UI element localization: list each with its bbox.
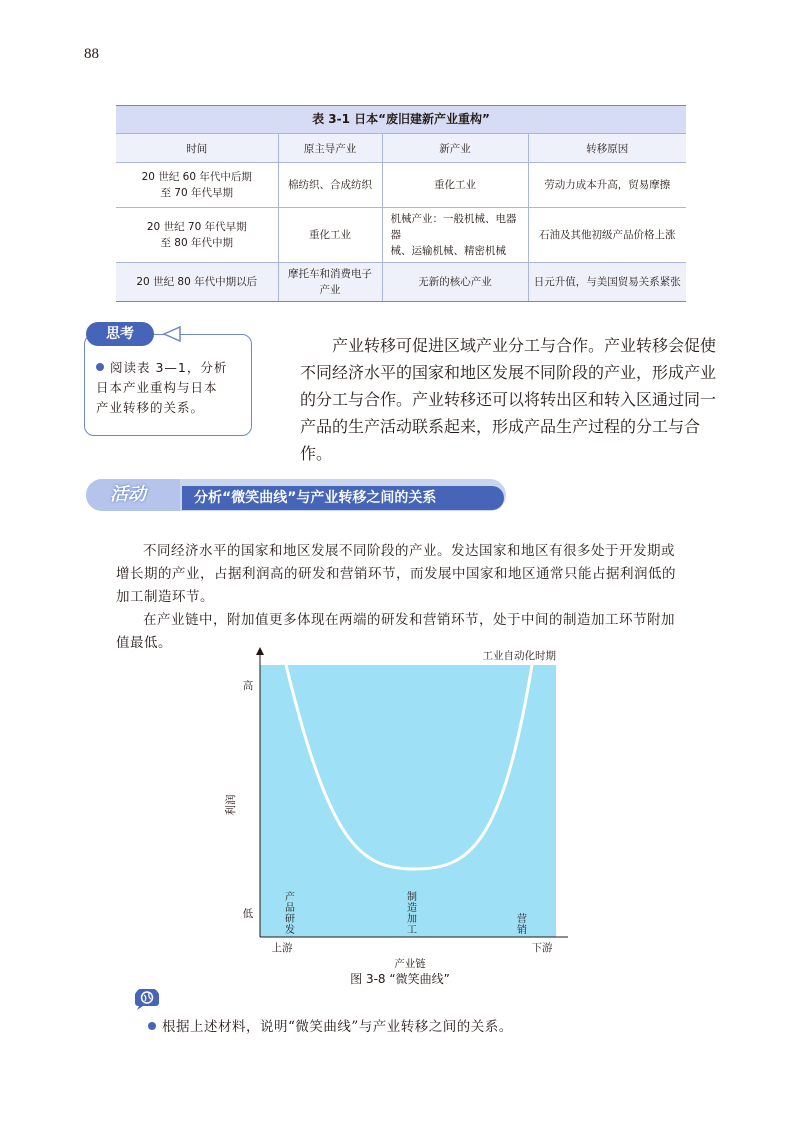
y-tick-low: 低 bbox=[242, 908, 254, 920]
activity-question: 根据上述材料，说明“微笑曲线”与产业转移之间的关系。 bbox=[148, 1015, 513, 1035]
think-title: 思考 bbox=[86, 322, 154, 346]
time-cell: 20 世纪 80 年代中期以后 bbox=[116, 263, 278, 302]
y-axis-arrow-icon bbox=[256, 647, 264, 655]
table-row bbox=[116, 263, 686, 302]
discussion-globe-icon bbox=[134, 987, 160, 1011]
old-industry-cell: 摩托车和消费电子 产业 bbox=[278, 263, 382, 302]
stage-label: 产品研发 bbox=[285, 892, 295, 936]
new-industry-cell: 重化工业 bbox=[382, 163, 528, 208]
new-industry-cell: 机械产业：一般机械、电器器 械、运输机械、精密机械 bbox=[382, 208, 528, 263]
x-axis-label: 产业链 bbox=[394, 958, 426, 970]
bullet-icon bbox=[96, 363, 104, 371]
old-industry-cell: 棉纺织、合成纺织 bbox=[278, 163, 382, 208]
new-industry-cell: 无新的核心产业 bbox=[382, 263, 528, 302]
table-header: 新产业 bbox=[382, 134, 528, 163]
activity-title: 分析“微笑曲线”与产业转移之间的关系 bbox=[182, 486, 504, 510]
think-question: 阅读表 3—1，分析 日本产业重构与日本 产业转移的关系。 bbox=[96, 360, 228, 415]
activity-paragraph: 不同经济水平的国家和地区发展不同阶段的产业。发达国家和地区有很多处于开发期或增长期的产业，占据利润高的研发和营销环节，而发展中国家和地区通常只能占据利润低的加工制造环节。 bbox=[116, 543, 676, 605]
time-cell: 20 世纪 70 年代早期 至 80 年代中期 bbox=[116, 208, 278, 263]
chart-title: 工业自动化时期 bbox=[482, 650, 556, 662]
stage-label: 营销 bbox=[517, 914, 527, 936]
time-cell: 20 世纪 60 年代中后期 至 70 年代早期 bbox=[116, 163, 278, 208]
reason-cell: 石油及其他初级产品价格上涨 bbox=[528, 208, 686, 263]
x-tick-upstream: 上游 bbox=[271, 942, 293, 954]
activity-paragraph: 在产业链中，附加值更多体现在两端的研发和营销环节，处于中间的制造加工环节附加值最低。 bbox=[116, 612, 675, 651]
old-industry-cell: 重化工业 bbox=[278, 208, 382, 263]
stage-label: 制造加工 bbox=[407, 892, 417, 936]
smile-curve-chart bbox=[220, 645, 600, 975]
y-axis-label: 利润 bbox=[225, 794, 237, 816]
industry-table bbox=[116, 105, 686, 302]
table-caption: 表 3-1 日本“废旧建新产业重构” bbox=[116, 105, 686, 133]
x-tick-downstream: 下游 bbox=[531, 942, 553, 954]
table-row bbox=[116, 163, 686, 208]
y-tick-high: 高 bbox=[242, 680, 254, 692]
think-arrow-icon bbox=[162, 326, 182, 342]
reason-cell: 日元升值，与美国贸易关系紧张 bbox=[528, 263, 686, 302]
body-paragraph: 产业转移可促进区域产业分工与合作。产业转移会促使不同经济水平的国家和地区发展不同阶段的产业，形成产业的分工与合作。产业转移还可以将转出区和转入区通过同一产品的生产活动联系起来，形成产品生产过程的分工与合作。 bbox=[300, 336, 717, 463]
page-number: 88 bbox=[84, 46, 99, 62]
table-header: 转移原因 bbox=[528, 134, 686, 163]
table-header: 原主导产业 bbox=[278, 134, 382, 163]
activity-tag: 活动 bbox=[110, 484, 146, 505]
table-header: 时间 bbox=[116, 134, 278, 163]
reason-cell: 劳动力成本升高，贸易摩擦 bbox=[528, 163, 686, 208]
table-row bbox=[116, 208, 686, 263]
bullet-icon bbox=[148, 1022, 156, 1030]
figure-caption: 图 3-8 “微笑曲线” bbox=[350, 972, 450, 986]
